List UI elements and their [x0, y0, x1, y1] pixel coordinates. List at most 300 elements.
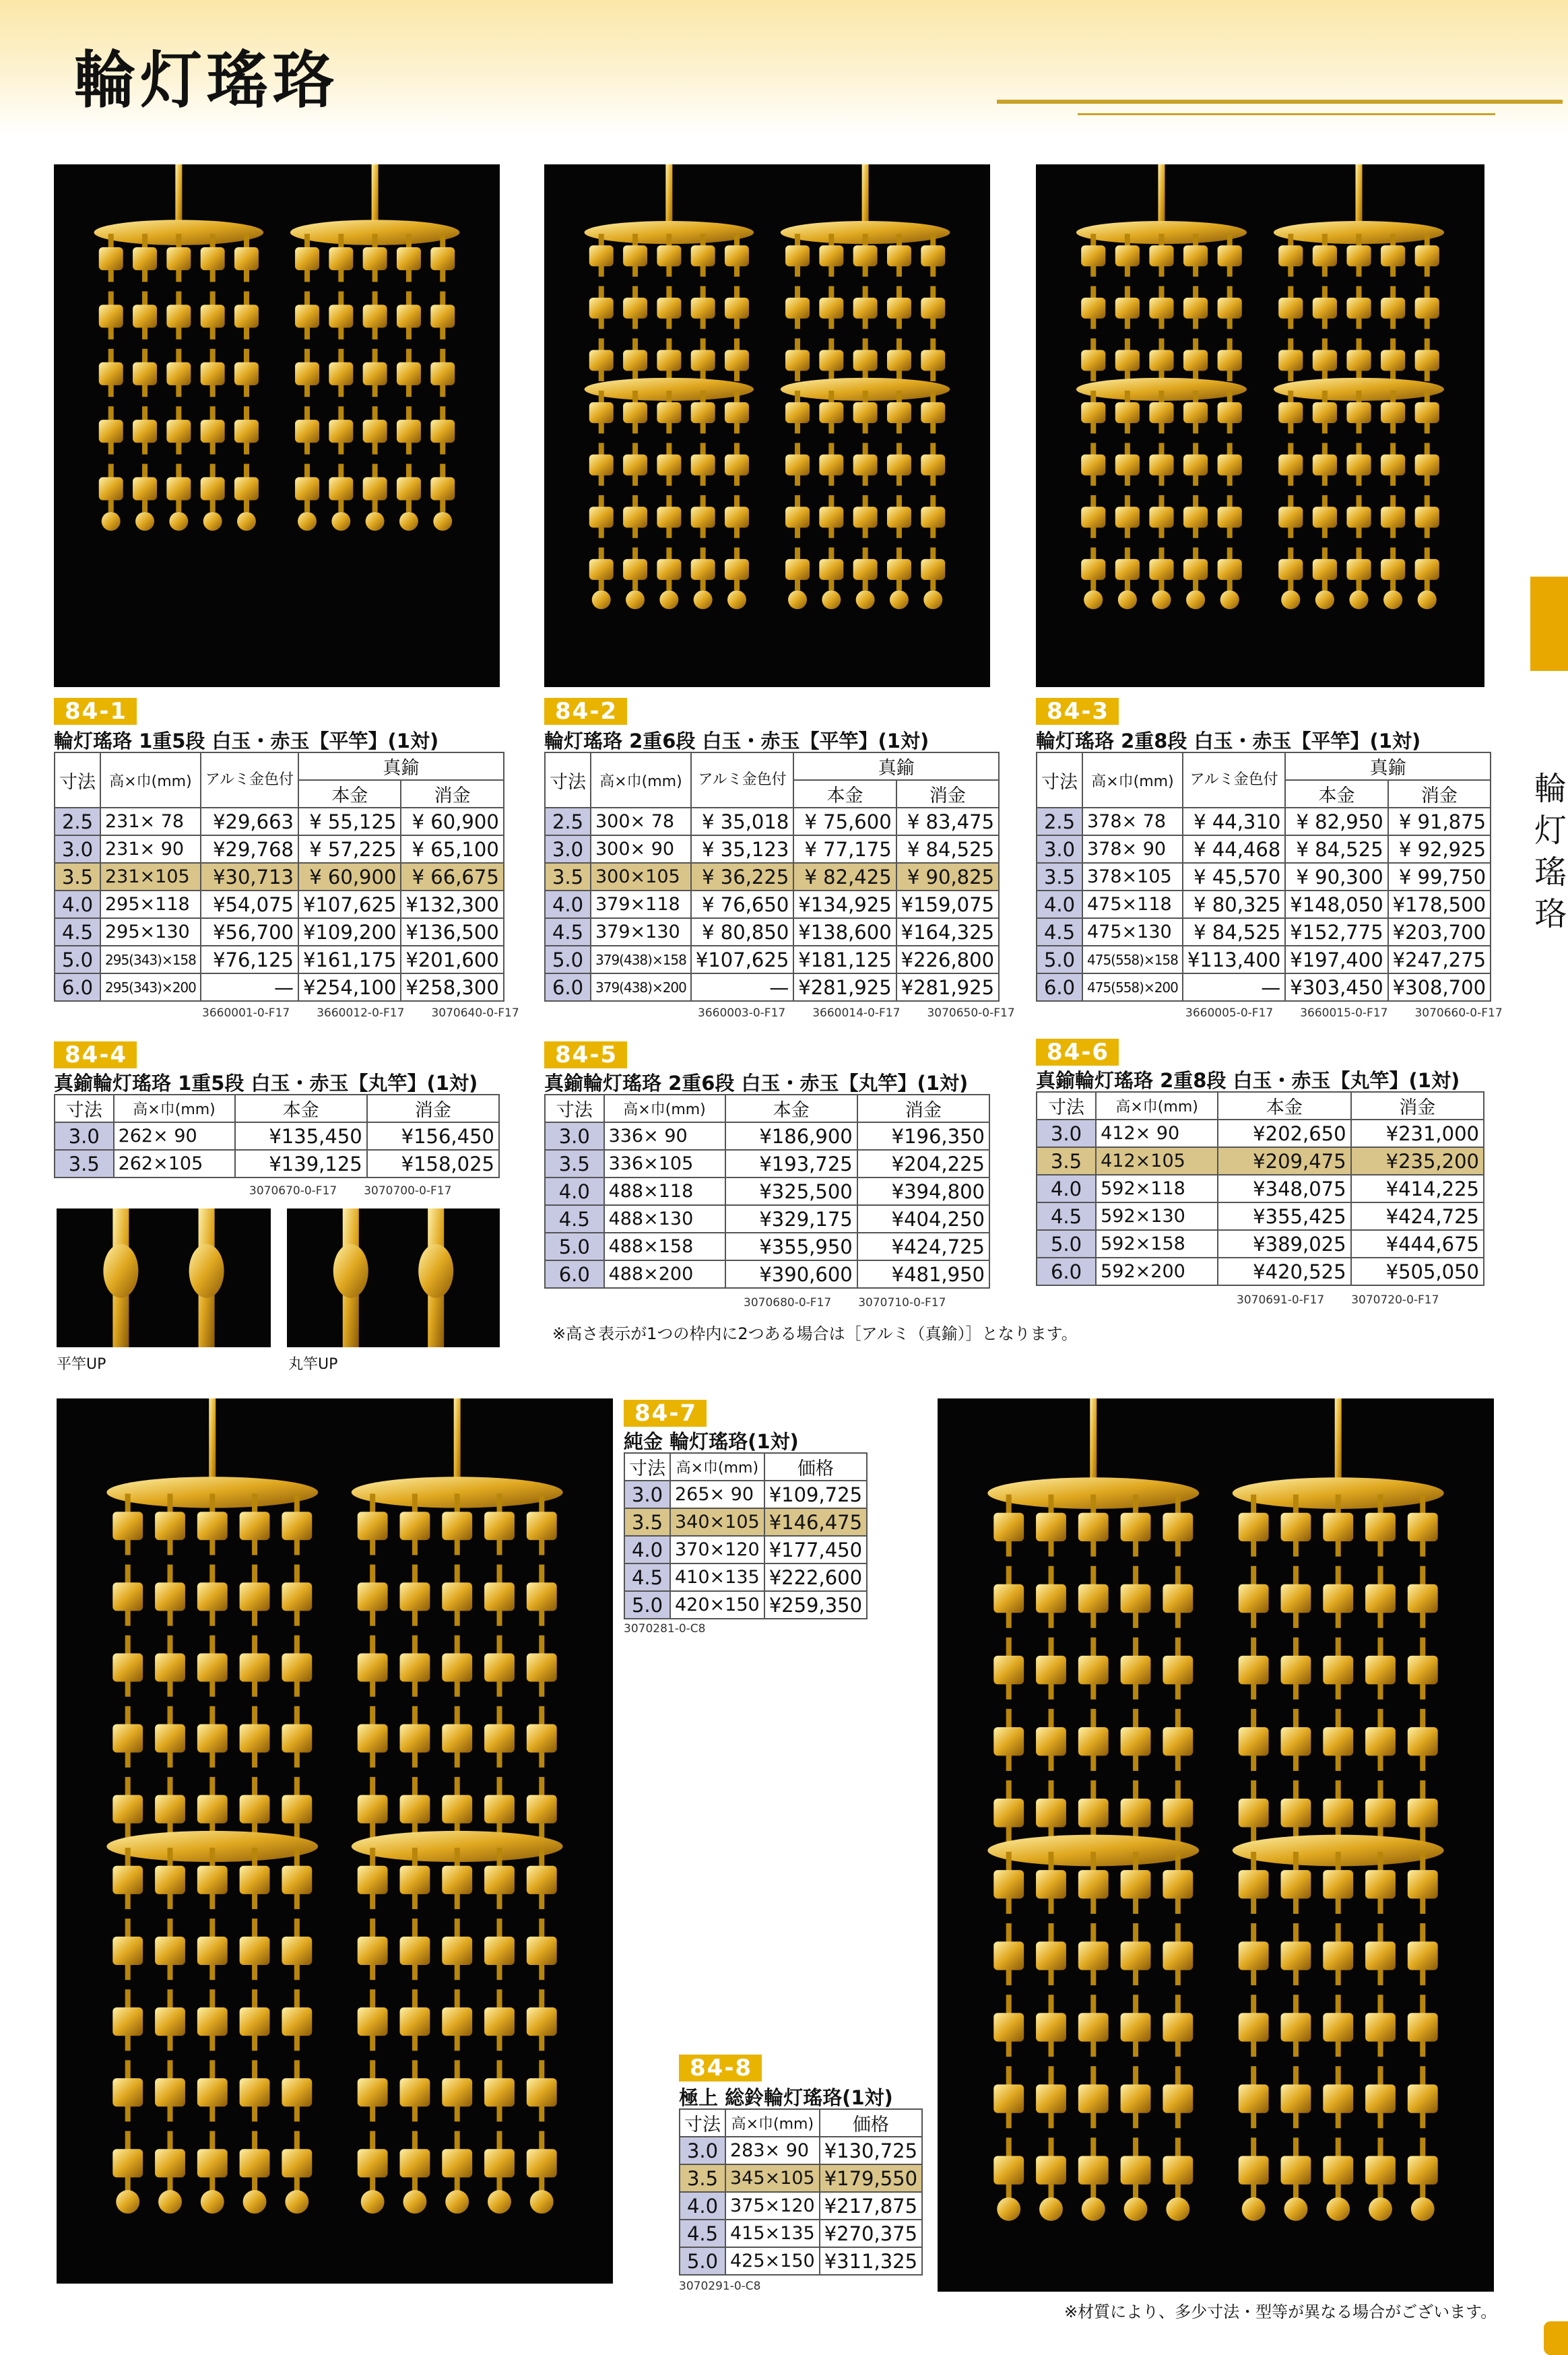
price-cell: ¥164,325: [896, 918, 999, 946]
dimension-cell: 300× 90: [591, 835, 691, 863]
col-header-size: 寸法: [624, 1453, 670, 1481]
dimension-cell: 295×118: [100, 891, 201, 918]
col-header-keshi: 消金: [1351, 1092, 1484, 1120]
product-title-84-2: 輪灯瑤珞 2重6段 白玉・赤玉【平竿】(1対): [544, 730, 929, 752]
dimension-cell: 262×105: [114, 1150, 235, 1178]
dimension-cell: 378× 78: [1082, 808, 1183, 835]
price-table-84-1: [54, 752, 504, 1002]
size-cell: 2.5: [1037, 808, 1082, 835]
price-cell: ¥217,875: [820, 2192, 922, 2220]
size-cell: 3.5: [1037, 1147, 1096, 1175]
price-cell: ¥ 44,310: [1183, 808, 1285, 835]
price-table-84-5: [544, 1094, 990, 1289]
price-cell: ¥156,450: [367, 1122, 499, 1150]
price-cell: ¥54,075: [201, 891, 298, 918]
price-cell: ¥270,375: [820, 2220, 922, 2247]
table-row: [545, 1260, 989, 1288]
table-row: [624, 1563, 867, 1591]
price-cell: ¥389,025: [1218, 1230, 1350, 1258]
dimension-cell: 300×105: [591, 863, 691, 891]
dimension-cell: 592×200: [1096, 1258, 1218, 1285]
dimension-cell: 336× 90: [604, 1122, 725, 1150]
table-row: [545, 1233, 989, 1260]
table-row: [1037, 835, 1491, 863]
product-photo-84-7: [57, 1398, 613, 2284]
table-row: [1037, 1175, 1484, 1202]
rod-caption-flat: 平竿UP: [57, 1356, 106, 1373]
col-header-size: 寸法: [1037, 1092, 1096, 1120]
item-code: 3660001-0-F17: [202, 1006, 290, 1020]
dimension-cell: 379(438)×200: [591, 973, 691, 1001]
size-cell: 4.0: [680, 2192, 725, 2220]
price-cell: —: [1183, 973, 1285, 1001]
table-row: [1037, 1230, 1484, 1258]
price-cell: ¥348,075: [1218, 1175, 1350, 1202]
price-cell: ¥390,600: [725, 1260, 857, 1288]
price-cell: ¥414,225: [1351, 1175, 1484, 1202]
product-title-84-6: 真鍮輪灯瑤珞 2重8段 白玉・赤玉【丸竿】(1対): [1036, 1069, 1460, 1092]
size-cell: 5.0: [545, 1233, 604, 1260]
table-row: [1037, 891, 1491, 918]
col-header-honkin: 本金: [298, 780, 401, 808]
col-header-dim: 高×巾(mm): [114, 1095, 235, 1122]
col-header-dim: 高×巾(mm): [1096, 1092, 1218, 1120]
item-codes-84-7: [624, 1622, 732, 1636]
col-header-honkin: 本金: [793, 780, 896, 808]
item-codes-84-4: [249, 1184, 478, 1198]
page-title: 輪灯瑤珞: [74, 44, 339, 117]
price-cell: ¥30,713: [201, 863, 298, 891]
dimension-cell: 231× 78: [100, 808, 201, 835]
price-cell: ¥ 80,850: [691, 918, 793, 946]
item-code: 3660015-0-F17: [1300, 1006, 1388, 1020]
col-header-size: 寸法: [545, 752, 591, 808]
item-code: 3070710-0-F17: [858, 1296, 946, 1310]
dimension-cell: 420×150: [670, 1591, 764, 1619]
price-cell: ¥196,350: [857, 1122, 989, 1150]
price-cell: ¥ 82,425: [793, 863, 896, 891]
size-cell: 4.5: [545, 1205, 604, 1233]
size-cell: 4.0: [1037, 1175, 1096, 1202]
dimension-cell: 265× 90: [670, 1481, 764, 1508]
dimension-cell: 410×135: [670, 1563, 764, 1591]
dimension-cell: 378×105: [1082, 863, 1183, 891]
item-code: 3070650-0-F17: [927, 1006, 1015, 1020]
size-cell: 4.5: [1037, 918, 1082, 946]
table-row: [55, 863, 504, 891]
table-row: [680, 2164, 922, 2192]
price-cell: ¥325,500: [725, 1178, 857, 1205]
size-cell: 3.5: [55, 1150, 114, 1178]
rod-caption-round: 丸竿UP: [288, 1356, 338, 1373]
size-cell: 3.0: [55, 835, 100, 863]
dimension-cell: 340×105: [670, 1508, 764, 1536]
product-photo-84-1: [54, 164, 500, 687]
lantern-graphic: [94, 164, 264, 531]
table-row: [55, 891, 504, 918]
price-cell: ¥ 55,125: [298, 808, 401, 835]
price-cell: ¥311,325: [820, 2247, 922, 2275]
size-cell: 3.0: [545, 835, 591, 863]
item-code: 3070700-0-F17: [364, 1184, 452, 1198]
price-cell: ¥107,625: [298, 891, 401, 918]
table-row: [55, 808, 504, 835]
lantern-graphic: [781, 164, 950, 609]
size-cell: 3.5: [545, 863, 591, 891]
col-header-size: 寸法: [545, 1095, 604, 1122]
price-cell: ¥329,175: [725, 1205, 857, 1233]
price-cell: ¥ 44,468: [1183, 835, 1285, 863]
price-cell: ¥ 66,675: [401, 863, 503, 891]
price-cell: ¥ 80,325: [1183, 891, 1285, 918]
lantern-graphic: [1233, 1398, 1444, 2221]
price-cell: ¥113,400: [1183, 946, 1285, 973]
col-header-brass: 真鍮: [793, 752, 999, 780]
price-cell: ¥281,925: [793, 973, 896, 1001]
table-row: [1037, 973, 1491, 1001]
size-cell: 3.5: [624, 1508, 670, 1536]
size-cell: 4.5: [1037, 1202, 1096, 1230]
table-row: [624, 1536, 867, 1563]
table-row: [1037, 918, 1491, 946]
product-code-84-2: 84-2: [544, 698, 627, 725]
col-header-dim: 高×巾(mm): [1082, 752, 1183, 808]
product-photo-84-2: [544, 164, 990, 687]
price-cell: ¥481,950: [857, 1260, 989, 1288]
item-codes-84-8: [679, 2280, 787, 2293]
dimension-cell: 488×158: [604, 1233, 725, 1260]
price-cell: ¥158,025: [367, 1150, 499, 1178]
price-cell: ¥181,125: [793, 946, 896, 973]
item-code: 3660003-0-F17: [698, 1006, 786, 1020]
product-code-84-5: 84-5: [544, 1041, 627, 1068]
size-cell: 6.0: [1037, 973, 1082, 1001]
size-cell: 4.0: [55, 891, 100, 918]
dimension-cell: 475×118: [1082, 891, 1183, 918]
size-cell: 4.5: [545, 918, 591, 946]
size-cell: 5.0: [1037, 1230, 1096, 1258]
height-note: ※高さ表示が1つの枠内に2つある場合は［アルミ（真鍮）］となります。: [552, 1324, 1078, 1343]
price-cell: ¥424,725: [1351, 1202, 1484, 1230]
table-row: [1037, 1202, 1484, 1230]
price-cell: ¥ 35,018: [691, 808, 793, 835]
size-cell: 4.0: [1037, 891, 1082, 918]
price-cell: ¥ 84,525: [896, 835, 999, 863]
size-cell: 4.0: [545, 1178, 604, 1205]
size-cell: 6.0: [545, 973, 591, 1001]
table-row: [680, 2192, 922, 2220]
price-cell: ¥132,300: [401, 891, 503, 918]
dimension-cell: 592×118: [1096, 1175, 1218, 1202]
dimension-cell: 488×200: [604, 1260, 725, 1288]
price-cell: ¥ 60,900: [401, 808, 503, 835]
col-header-keshi: 消金: [1388, 780, 1491, 808]
size-cell: 6.0: [55, 973, 100, 1001]
price-cell: ¥ 45,570: [1183, 863, 1285, 891]
size-cell: 5.0: [55, 946, 100, 973]
product-code-84-6: 84-6: [1036, 1039, 1119, 1066]
size-cell: 3.0: [1037, 1120, 1096, 1147]
price-cell: ¥29,663: [201, 808, 298, 835]
size-cell: 3.0: [680, 2137, 725, 2164]
size-cell: 6.0: [545, 1260, 604, 1288]
price-cell: ¥ 82,950: [1285, 808, 1387, 835]
product-title-84-8: 極上 総鈴輪灯瑤珞(1対): [679, 2086, 893, 2109]
item-code: 3660005-0-F17: [1185, 1006, 1274, 1020]
dimension-cell: 231× 90: [100, 835, 201, 863]
col-header-dim: 高×巾(mm): [591, 752, 691, 808]
table-row: [55, 1150, 499, 1178]
dimension-cell: 412×105: [1096, 1147, 1218, 1175]
product-code-84-3: 84-3: [1036, 698, 1119, 725]
size-cell: 3.5: [55, 863, 100, 891]
price-cell: ¥308,700: [1388, 973, 1491, 1001]
col-header-price: 価格: [764, 1453, 867, 1481]
table-row: [55, 973, 504, 1001]
price-table-84-4: [54, 1094, 500, 1178]
table-row: [1037, 863, 1491, 891]
dimension-cell: 295(343)×158: [100, 946, 201, 973]
dimension-cell: 412× 90: [1096, 1120, 1218, 1147]
table-row: [545, 1122, 989, 1150]
price-cell: ¥ 90,825: [896, 863, 999, 891]
lantern-graphic: [352, 1398, 563, 2214]
dimension-cell: 231×105: [100, 863, 201, 891]
table-row: [55, 918, 504, 946]
price-cell: ¥ 60,900: [298, 863, 401, 891]
size-cell: 3.0: [545, 1122, 604, 1150]
page-number-tab: [1544, 2321, 1568, 2355]
col-header-size: 寸法: [55, 1095, 114, 1122]
price-cell: ¥136,500: [401, 918, 503, 946]
product-title-84-1: 輪灯瑤珞 1重5段 白玉・赤玉【平竿】(1対): [54, 730, 439, 752]
item-code: 3070720-0-F17: [1351, 1293, 1439, 1307]
lantern-graphic: [1076, 164, 1247, 609]
price-cell: —: [201, 973, 298, 1001]
col-header-keshi: 消金: [367, 1095, 499, 1122]
price-cell: ¥ 84,525: [1285, 835, 1387, 863]
item-code: 3070660-0-F17: [1414, 1006, 1503, 1020]
price-cell: ¥ 57,225: [298, 835, 401, 863]
item-code: 3070640-0-F17: [431, 1006, 519, 1020]
table-row: [624, 1591, 867, 1619]
table-row: [624, 1508, 867, 1536]
item-codes-84-5: [744, 1296, 973, 1310]
size-cell: 5.0: [545, 946, 591, 973]
dimension-cell: 370×120: [670, 1536, 764, 1563]
price-cell: ¥202,650: [1218, 1120, 1350, 1147]
size-cell: 3.5: [1037, 863, 1082, 891]
price-cell: ¥109,725: [764, 1481, 867, 1508]
price-cell: ¥424,725: [857, 1233, 989, 1260]
size-cell: 4.5: [624, 1563, 670, 1591]
col-header-keshi: 消金: [896, 780, 999, 808]
price-cell: ¥254,100: [298, 973, 401, 1001]
price-cell: ¥222,600: [764, 1563, 867, 1591]
dimension-cell: 592×130: [1096, 1202, 1218, 1230]
price-cell: ¥303,450: [1285, 973, 1387, 1001]
price-cell: ¥ 36,225: [691, 863, 793, 891]
price-cell: ¥ 92,925: [1388, 835, 1491, 863]
price-cell: ¥130,725: [820, 2137, 922, 2164]
price-cell: ¥138,600: [793, 918, 896, 946]
col-header-size: 寸法: [1037, 752, 1082, 808]
dimension-cell: 415×135: [725, 2220, 820, 2247]
table-row: [545, 1150, 989, 1178]
col-header-honkin: 本金: [725, 1095, 857, 1122]
dimension-cell: 488×130: [604, 1205, 725, 1233]
item-code: 3660014-0-F17: [812, 1006, 901, 1020]
size-cell: 4.0: [545, 891, 591, 918]
table-row: [55, 946, 504, 973]
table-row: [545, 973, 999, 1001]
product-photo-84-8: [938, 1398, 1494, 2292]
price-cell: —: [691, 973, 793, 1001]
price-cell: ¥ 65,100: [401, 835, 503, 863]
price-cell: ¥134,925: [793, 891, 896, 918]
dimension-cell: 295(343)×200: [100, 973, 201, 1001]
price-cell: ¥ 99,750: [1388, 863, 1491, 891]
price-cell: ¥ 77,175: [793, 835, 896, 863]
table-row: [1037, 808, 1491, 835]
lantern-graphic: [987, 1398, 1199, 2221]
col-header-brass: 真鍮: [298, 752, 504, 780]
header-rule-thin: [1078, 113, 1495, 115]
product-code-84-7: 84-7: [624, 1400, 707, 1427]
price-cell: ¥444,675: [1351, 1230, 1484, 1258]
lantern-graphic: [290, 164, 460, 531]
price-cell: ¥226,800: [896, 946, 999, 973]
dimension-cell: 300× 78: [591, 808, 691, 835]
col-header-size: 寸法: [680, 2109, 725, 2137]
item-code: 3070670-0-F17: [249, 1184, 337, 1198]
lantern-graphic: [1274, 164, 1444, 609]
lantern-graphic: [106, 1398, 318, 2214]
item-codes-84-2: [698, 1006, 1042, 1020]
price-cell: ¥159,075: [896, 891, 999, 918]
price-cell: ¥146,475: [764, 1508, 867, 1536]
dimension-cell: 475(558)×158: [1082, 946, 1183, 973]
product-code-84-4: 84-4: [54, 1041, 137, 1068]
dimension-cell: 345×105: [725, 2164, 820, 2192]
col-header-brass: 真鍮: [1285, 752, 1491, 780]
dimension-cell: 425×150: [725, 2247, 820, 2275]
product-title-84-7: 純金 輪灯瑤珞(1対): [624, 1430, 799, 1453]
table-row: [545, 1178, 989, 1205]
price-cell: ¥139,125: [235, 1150, 367, 1178]
side-tab-label: 輪灯瑤珞: [1534, 770, 1567, 933]
price-cell: ¥355,950: [725, 1233, 857, 1260]
table-row: [545, 863, 999, 891]
lantern-graphic: [585, 164, 754, 609]
product-title-84-3: 輪灯瑤珞 2重8段 白玉・赤玉【平竿】(1対): [1036, 730, 1421, 752]
col-header-alumi: アルミ金色付: [691, 752, 793, 808]
price-cell: ¥ 84,525: [1183, 918, 1285, 946]
price-cell: ¥420,525: [1218, 1258, 1350, 1285]
price-cell: ¥231,000: [1351, 1120, 1484, 1147]
price-cell: ¥29,768: [201, 835, 298, 863]
dimension-cell: 592×158: [1096, 1230, 1218, 1258]
item-code: 3070691-0-F17: [1237, 1293, 1325, 1307]
size-cell: 3.0: [1037, 835, 1082, 863]
item-codes-84-6: [1237, 1293, 1466, 1307]
price-cell: ¥ 75,600: [793, 808, 896, 835]
price-cell: ¥394,800: [857, 1178, 989, 1205]
size-cell: 4.5: [55, 918, 100, 946]
size-cell: 3.5: [680, 2164, 725, 2192]
price-cell: ¥107,625: [691, 946, 793, 973]
price-cell: ¥109,200: [298, 918, 401, 946]
item-codes-84-3: [1185, 1006, 1530, 1020]
rod-photo-flat: [57, 1208, 271, 1347]
size-cell: 4.5: [680, 2220, 725, 2247]
price-cell: ¥ 35,123: [691, 835, 793, 863]
col-header-dim: 高×巾(mm): [725, 2109, 820, 2137]
size-cell: 5.0: [624, 1591, 670, 1619]
price-cell: ¥178,500: [1388, 891, 1491, 918]
dimension-cell: 283× 90: [725, 2137, 820, 2164]
product-code-84-1: 84-1: [54, 698, 137, 725]
size-cell: 3.5: [545, 1150, 604, 1178]
size-cell: 4.0: [624, 1536, 670, 1563]
price-cell: ¥247,275: [1388, 946, 1491, 973]
price-cell: ¥203,700: [1388, 918, 1491, 946]
dimension-cell: 378× 90: [1082, 835, 1183, 863]
table-row: [545, 1205, 989, 1233]
price-cell: ¥ 76,650: [691, 891, 793, 918]
price-cell: ¥193,725: [725, 1150, 857, 1178]
price-cell: ¥161,175: [298, 946, 401, 973]
dimension-cell: 475×130: [1082, 918, 1183, 946]
item-code: 3070291-0-C8: [679, 2280, 761, 2293]
item-code: 3070281-0-C8: [624, 1622, 706, 1636]
dimension-cell: 336×105: [604, 1150, 725, 1178]
product-code-84-8: 84-8: [679, 2055, 762, 2082]
col-header-honkin: 本金: [1285, 780, 1387, 808]
table-row: [55, 835, 504, 863]
table-row: [680, 2137, 922, 2164]
table-row: [545, 891, 999, 918]
price-cell: ¥201,600: [401, 946, 503, 973]
col-header-dim: 高×巾(mm): [100, 752, 201, 808]
size-cell: 5.0: [1037, 946, 1082, 973]
price-cell: ¥76,125: [201, 946, 298, 973]
col-header-price: 価格: [820, 2109, 922, 2137]
col-header-keshi: 消金: [857, 1095, 989, 1122]
product-photo-84-3: [1036, 164, 1484, 687]
item-code: 3070680-0-F17: [744, 1296, 832, 1310]
size-cell: 2.5: [55, 808, 100, 835]
table-row: [680, 2220, 922, 2247]
dimension-cell: 475(558)×200: [1082, 973, 1183, 1001]
price-table-84-7: [624, 1452, 868, 1619]
product-title-84-4: 真鍮輪灯瑤珞 1重5段 白玉・赤玉【丸竿】(1対): [54, 1072, 478, 1095]
header-rule: [997, 100, 1563, 104]
price-cell: ¥235,200: [1351, 1147, 1484, 1175]
price-cell: ¥56,700: [201, 918, 298, 946]
table-row: [545, 946, 999, 973]
dimension-cell: 295×130: [100, 918, 201, 946]
dimension-cell: 375×120: [725, 2192, 820, 2220]
price-table-84-8: [679, 2108, 923, 2276]
size-cell: 5.0: [680, 2247, 725, 2275]
price-cell: ¥ 91,875: [1388, 808, 1491, 835]
size-cell: 6.0: [1037, 1258, 1096, 1285]
price-table-84-3: [1036, 752, 1491, 1002]
product-title-84-5: 真鍮輪灯瑤珞 2重6段 白玉・赤玉【丸竿】(1対): [544, 1072, 969, 1095]
price-cell: ¥135,450: [235, 1122, 367, 1150]
price-cell: ¥148,050: [1285, 891, 1387, 918]
